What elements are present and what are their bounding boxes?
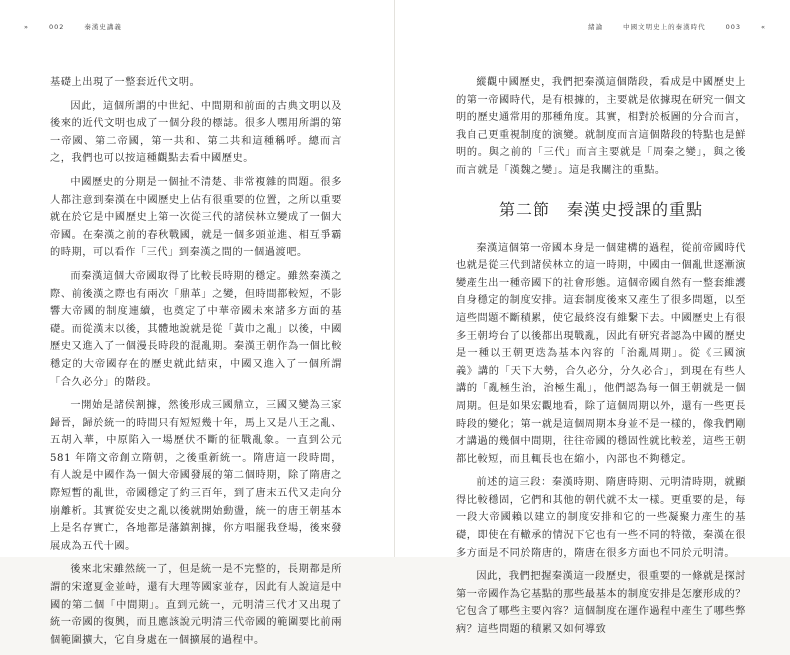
left-page [0, 0, 395, 646]
running-head-chapter-title: 中國文明史上的秦漢時代 [623, 23, 706, 31]
left-page-header [24, 22, 122, 31]
running-head-book-title: 秦漢史講義 [84, 23, 122, 31]
paragraph: 而秦漢這個大帝國取得了比較長時期的穩定。雖然秦漢之際、前後漢之際也有兩次「鼎革」之變，但時間都較短，不影響大帝國的制度連續，也奠定了中華帝國未來諸多方面的基礎。而從漢末以後，其體地說就是從「黃巾之亂」以後，中國歷史又進入了一個漫長時段的混亂期。秦漢王朝作為一個比較穩定的大帝國存在的歷史就此結束，中國又進入了一個所謂「合久必分」的階段。 [50, 270, 342, 388]
right-page [395, 0, 790, 636]
page-marker: « [761, 23, 766, 31]
paragraph: 秦漢這個第一帝國本身是一個建構的過程，從前帝國時代也就是從三代到諸侯林立的這一時期，中國由一個亂世逐漸演變產生出一種帝國下的社會形態。這個帝國自然有一整套維護自身穩定的制度安排。這套制度後來又產生了很多問題，以至這些問題不斷積累，使它最終沒有維繫下去。中國歷史上有很多王朝垮台了以後都出現戰亂，因此有研究者認為中國的歷史是一種以王朝更迭為基本內容的「治亂周期」。從《三國演義》講的「天下大勢，合久必分，分久必合」，到現在有些人講的「亂極生治，治極生亂」，他們認為每一個王朝就是一個周期。但是如果宏觀地看，除了這個周期以外，還有一些更長時段的變化；第一就是這個周期本身並不是一樣的，像我們剛才講過的幾個中間期，往往帝國的穩固性就比較差，這些王朝都比較短，而且輒長也在縮小，內部也不夠穩定。 [456, 242, 746, 465]
right-page-body [456, 74, 746, 645]
paragraph: 後來北宋雖然統一了，但是統一是不完整的，長期都是所謂的宋遼夏金並峙，還有大理等國家並存，因此有人說這是中國的第二個「中間期」。直到元統一，元明清三代才又出現了統一帝國的復興，而且應該說元明清三代帝國的範圍要比前兩個範圍擴大，它自身處在一個擴展的過程中。 [50, 564, 342, 646]
paragraph: 前述的這三段：秦漢時期、隋唐時期、元明清時期，就顯得比較穩固，它們和其他的朝代就不太一樣。更重要的是，每一段大帝國賴以建立的制度安排和它的一些凝聚力產生的基礎，即使在有轍承的情況下它也有一些不同的特徵，秦漢在很多方面是不同於隋唐的，隋唐在很多方面也不同於元明清。 [456, 477, 746, 559]
right-page-header [588, 22, 766, 31]
section-heading: 第二節 秦漢史授課的重點 [498, 199, 703, 219]
running-head-chapter: 緒論 [588, 23, 604, 31]
left-page-body [50, 74, 342, 655]
page-number: 003 [725, 23, 742, 31]
page-number: 002 [48, 23, 65, 31]
paragraph: 縱觀中國歷史，我們把秦漢這個階段，看成是中國歷史上的第一帝國時代，是有根據的，主要就是依據現在研究一個文明的歷史通常用的那種角度。其實，相對於板圖的分合而言，我自己更重視制度的演變。就制度而言這個階段的特點也是鮮明的。與之前的「三代」而言主要就是「周秦之變」，與之後而言就是「漢魏之變」。這是我關注的重點。 [456, 77, 746, 176]
paragraph: 因此，這個所謂的中世紀、中間期和前面的古典文明以及後來的近代文明也成了一個分段的標誌。很多人嘿用所謂的第一帝國、第二帝國，第一共和、第二共和這種稱呼。總而言之，我們也可以按這種觀點去看中國歷史。 [50, 100, 342, 165]
page-marker: » [24, 23, 29, 31]
paragraph: 一開始是諸侯割據，然後形成三國鼎立，三國又變為三家歸晉，歸於統一的時間只有短短幾十年，馬上又是八王之亂、五胡入華，中原陷入一場歷伏不斷的征戰亂象。一直到公元 581 年隋文帝創立隋朝，之後重新統一。隋唐這一段時間，有人說是中國作為一個大帝國發展的第二個時期，除了隋唐之際短暫的亂世，帝國穩定了約三百年，到了唐末五代又走向分崩離析。其實從安史之亂以後就開始動盪，統一的唐王朝基本上是名存實亡，各地都是藩鎮割據，你方唱罷我登場，後來發展成為五代十國。 [50, 400, 342, 552]
paragraph: 因此，我們把握秦漢這一段歷史，很重要的一條就是探討第一帝國作為它基點的那些最基本的制度安排是怎麼形成的？它包含了哪些主要內容？這個制度在運作過程中產生了哪些弊病？這些問題的積累又如何導致 [456, 571, 746, 636]
paragraph: 基礎上出現了一整套近代文明。 [50, 77, 201, 88]
paragraph: 中國歷史的分期是一個扯不清楚、非常複雜的問題。很多人都注意到秦漢在中國歷史上佔有很重要的位置，之所以重要就在於它是中國歷史上第一次從三代的諸侯林立變成了一個大帝國。在秦漢之前的春秋戰國，就是一個多頭並進、相互爭霸的時期，可以看作「三代」到秦漢之間的一個過渡吧。 [50, 176, 342, 259]
